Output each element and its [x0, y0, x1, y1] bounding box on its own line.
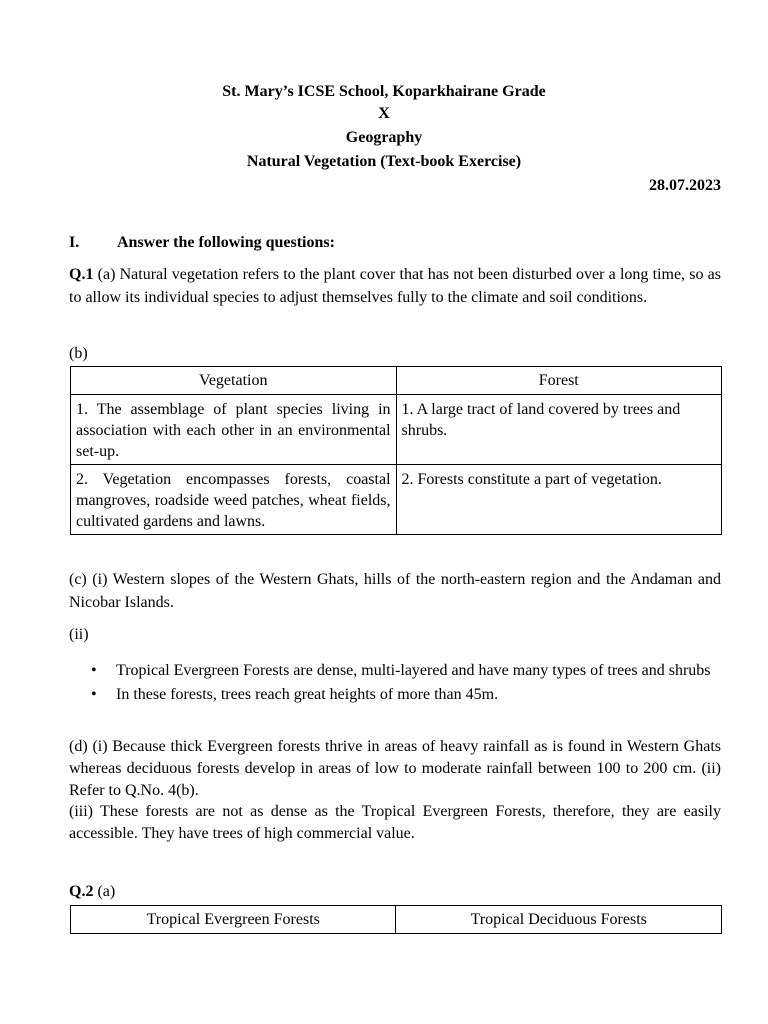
document-date: 28.07.2023	[649, 177, 721, 194]
table-header-forest: Forest	[396, 367, 721, 395]
table-header-vegetation: Vegetation	[71, 367, 397, 395]
q1-c-answer: (c) (i) Western slopes of the Western Ghats, hills of the north-eastern region and the Andaman and Nicobar Islands.	[69, 571, 721, 611]
table-cell: 1. The assemblage of plant species living in association with each other in an environmental set-up.	[71, 395, 397, 465]
list-item-text: In these forests, trees reach great heights of more than 45m.	[116, 686, 499, 703]
table-cell: 2. Vegetation encompasses forests, coastal mangroves, roadside weed patches, wheat fields, cultivated gardens and lawns.	[71, 465, 397, 535]
section-title: Answer the following questions:	[117, 234, 335, 251]
table-header-deciduous: Tropical Deciduous Forests	[396, 906, 722, 934]
q2-a-label	[69, 881, 721, 904]
vegetation-forest-table	[70, 366, 722, 535]
q1-c-ii-label: (ii)	[69, 626, 89, 643]
q1-a-text: (a) Natural vegetation refers to the plant cover that has not been disturbed over a long time, so as to allow its individual species to adjust themselves fully to the climate and soil conditions.	[69, 266, 721, 306]
q2-label: Q.2	[69, 883, 94, 900]
table-row	[71, 465, 722, 535]
forest-comparison-table	[70, 905, 722, 934]
table-cell: 1. A large tract of land covered by trees and shrubs.	[396, 395, 721, 465]
topic-title: Natural Vegetation (Text-book Exercise)	[246, 153, 522, 170]
table-header-row	[71, 906, 722, 934]
q1-b-label: (b)	[69, 345, 88, 362]
section-number: I.	[69, 234, 80, 251]
table-header-row	[71, 367, 722, 395]
q2-a-text: (a)	[97, 883, 116, 900]
table-header-evergreen: Tropical Evergreen Forests	[71, 906, 396, 934]
q1-d-answer: (d) (i) Because thick Evergreen forests thrive in areas of heavy rainfall as is found in Western Ghats whereas deciduous forests develop in areas of low to moderate rainfall between 100 to 200 cm. (ii) Refer to Q.No. 4(b).	[69, 738, 721, 799]
list-item	[69, 660, 721, 681]
q1-a-answer	[69, 264, 721, 309]
grade-label: X	[378, 105, 390, 122]
list-item-text: Tropical Evergreen Forests are dense, multi-layered and have many types of trees and shrubs	[116, 662, 711, 679]
q1-d-iii-answer: (iii) These forests are not as dense as the Tropical Evergreen Forests, therefore, they are easily accessible. They have trees of high commercial value.	[69, 803, 721, 842]
list-item	[69, 684, 721, 705]
bullet-icon: •	[91, 686, 97, 703]
subject-title: Geography	[345, 129, 423, 146]
section-heading	[69, 234, 335, 252]
bullet-icon: •	[91, 662, 97, 679]
school-title: St. Mary’s ICSE School, Koparkhairane Grade	[222, 83, 546, 100]
q1-label: Q.1	[69, 266, 94, 283]
table-row	[71, 395, 722, 465]
q1-c-ii-bullets	[69, 660, 721, 708]
table-cell: 2. Forests constitute a part of vegetation.	[396, 465, 721, 535]
